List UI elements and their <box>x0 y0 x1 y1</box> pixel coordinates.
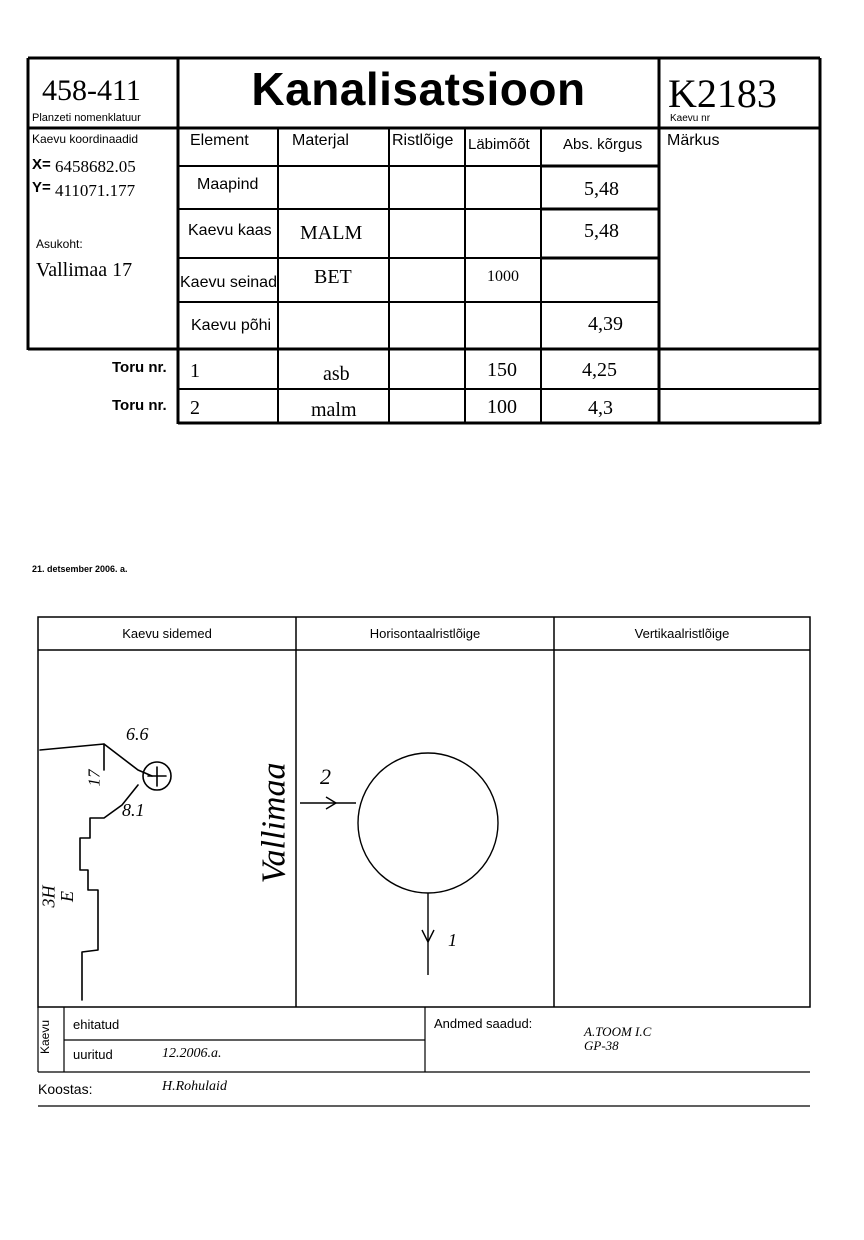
data-source-value: A.TOOM I.C <box>584 1024 652 1039</box>
sketch-col-connections: Kaevu sidemed <box>122 626 212 641</box>
well-number-label: Kaevu nr <box>670 113 711 124</box>
row-element: Kaevu seinad <box>180 274 277 291</box>
pipe-number: 1 <box>190 360 200 382</box>
pipe-material: asb <box>323 363 350 385</box>
pipe-elevation: 4,25 <box>582 359 617 381</box>
address-label: Asukoht: <box>36 237 83 251</box>
row-element: Kaevu kaas <box>188 222 272 239</box>
pipe-number: 2 <box>190 397 200 419</box>
col-diameter: Läbimõõt <box>468 136 530 153</box>
coord-label: Kaevu koordinaadid <box>32 132 139 146</box>
dimension-label: 8.1 <box>122 800 145 820</box>
pipe-diameter: 150 <box>487 359 517 381</box>
sketch-col-horizontal: Horisontaalristlõige <box>369 626 481 641</box>
data-source-code: GP-38 <box>584 1038 619 1053</box>
col-material: Materjal <box>292 132 349 149</box>
col-note: Märkus <box>667 132 720 149</box>
row-elevation: 5,48 <box>584 178 619 200</box>
built-label: ehitatud <box>73 1017 120 1032</box>
compiled-label: Koostas: <box>38 1081 93 1097</box>
x-value: 6458682.05 <box>55 157 136 176</box>
col-element: Element <box>190 132 249 149</box>
dimension-label: 3H <box>38 885 59 908</box>
pipe-elevation: 4,3 <box>588 397 613 419</box>
connections-sketch <box>40 744 171 1000</box>
row-elevation: 5,48 <box>584 220 619 242</box>
y-label: Y= <box>32 179 51 196</box>
y-value: 411071.177 <box>55 181 136 200</box>
dimension-label: E <box>57 891 77 902</box>
dimension-label: 6.6 <box>126 724 149 744</box>
pipe-material: malm <box>311 399 357 421</box>
pipe-label: Toru nr. <box>112 397 167 414</box>
row-material: MALM <box>300 222 363 244</box>
document-date: 21. detsember 2006. a. <box>32 564 128 574</box>
sketch-col-vertical: Vertikaalristlõige <box>634 626 730 641</box>
sheet-number: 458-411 <box>42 74 141 107</box>
col-section: Ristlõige <box>392 132 454 149</box>
surveyed-value: 12.2006.a. <box>162 1046 222 1061</box>
pipe-marker: 1 <box>448 930 457 950</box>
page-title: Kanalisatsioon <box>251 63 586 115</box>
row-elevation: 4,39 <box>588 313 623 335</box>
col-elevation: Abs. kõrgus <box>563 136 643 153</box>
surveyed-label: uuritud <box>73 1047 113 1062</box>
row-diameter: 1000 <box>487 268 519 285</box>
row-element: Maapind <box>197 176 259 193</box>
well-number: K2183 <box>668 71 777 116</box>
pipe-marker: 2 <box>320 764 331 789</box>
pipe-diameter: 100 <box>487 396 517 418</box>
compiled-value: H.Rohulaid <box>162 1079 227 1094</box>
row-element: Kaevu põhi <box>191 317 272 334</box>
footer-well-label: Kaevu <box>38 1019 53 1055</box>
x-label: X= <box>32 156 51 173</box>
dimension-label: 17 <box>84 769 104 787</box>
data-source-label: Andmed saadud: <box>434 1016 533 1031</box>
pipe-label: Toru nr. <box>112 359 167 376</box>
street-label: Vallimaa <box>255 762 293 884</box>
row-material: BET <box>314 266 352 288</box>
sheet-number-label: Planzeti nomenklatuur <box>32 112 141 124</box>
address-value: Vallimaa 17 <box>36 259 133 281</box>
